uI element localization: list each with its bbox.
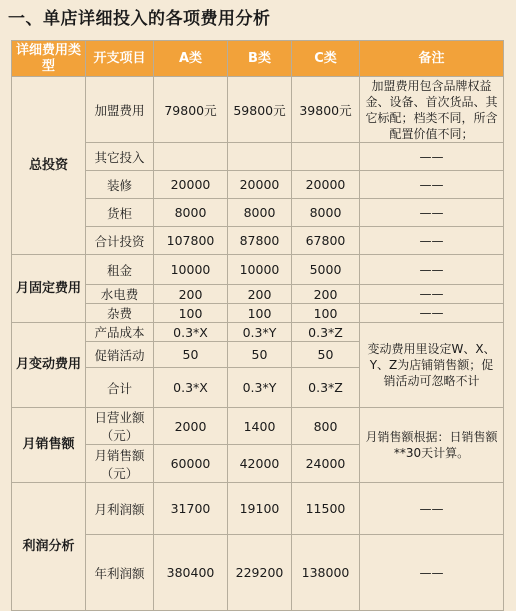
- item-cell: 装修: [86, 171, 154, 199]
- header-a: A类: [154, 41, 228, 77]
- note-cell: ——: [360, 143, 504, 171]
- value-a: 200: [154, 285, 228, 304]
- value-a: 50: [154, 342, 228, 368]
- value-c: 200: [292, 285, 360, 304]
- value-c: 67800: [292, 227, 360, 255]
- header-item: 开支项目: [86, 41, 154, 77]
- note-cell: ——: [360, 304, 504, 323]
- note-cell: ——: [360, 171, 504, 199]
- value-c: 100: [292, 304, 360, 323]
- value-b: 59800元: [228, 77, 292, 143]
- table-row: [12, 408, 504, 445]
- item-cell: 年利润额: [86, 535, 154, 611]
- cost-analysis-table: [11, 40, 504, 611]
- value-a: 107800: [154, 227, 228, 255]
- item-cell: 促销活动: [86, 342, 154, 368]
- note-cell: 加盟费用包含品牌权益金、设备、首次货品、其它标配；档类不同，所含配置价值不同；: [360, 77, 504, 143]
- value-c: 11500: [292, 483, 360, 535]
- value-a: 0.3*X: [154, 323, 228, 342]
- table-row: [12, 227, 504, 255]
- category-monthly-sales: 月销售额: [12, 408, 86, 483]
- table-row: [12, 171, 504, 199]
- value-a: 8000: [154, 199, 228, 227]
- value-c: 50: [292, 342, 360, 368]
- value-a: 2000: [154, 408, 228, 445]
- item-cell: 加盟费用: [86, 77, 154, 143]
- value-c: 800: [292, 408, 360, 445]
- note-cell: ——: [360, 199, 504, 227]
- value-b: 10000: [228, 255, 292, 285]
- value-b: 8000: [228, 199, 292, 227]
- value-c: 20000: [292, 171, 360, 199]
- table-row: [12, 77, 504, 143]
- item-cell: 合计投资: [86, 227, 154, 255]
- category-total-investment: 总投资: [12, 77, 86, 255]
- table-row: [12, 143, 504, 171]
- note-cell: ——: [360, 535, 504, 611]
- page-title: 一、单店详细投入的各项费用分析: [8, 9, 271, 29]
- value-b: 19100: [228, 483, 292, 535]
- header-b: B类: [228, 41, 292, 77]
- value-a: 20000: [154, 171, 228, 199]
- header-category: 详细费用类型: [12, 41, 86, 77]
- value-b: 100: [228, 304, 292, 323]
- value-c: [292, 143, 360, 171]
- item-cell: 产品成本: [86, 323, 154, 342]
- item-cell: 日营业额（元）: [86, 408, 154, 445]
- category-monthly-fixed: 月固定费用: [12, 255, 86, 323]
- value-b: 0.3*Y: [228, 368, 292, 408]
- item-cell: 其它投入: [86, 143, 154, 171]
- value-b: 42000: [228, 445, 292, 483]
- table-row: [12, 535, 504, 611]
- note-monthly-sales: 月销售额根据：日销售额**30天计算。: [360, 408, 504, 483]
- value-c: 0.3*Z: [292, 368, 360, 408]
- category-monthly-variable: 月变动费用: [12, 323, 86, 408]
- value-b: 0.3*Y: [228, 323, 292, 342]
- value-b: [228, 143, 292, 171]
- header-c: C类: [292, 41, 360, 77]
- value-c: 0.3*Z: [292, 323, 360, 342]
- table-row: [12, 304, 504, 323]
- header-note: 备注: [360, 41, 504, 77]
- value-a: 0.3*X: [154, 368, 228, 408]
- value-a: 10000: [154, 255, 228, 285]
- value-a: [154, 143, 228, 171]
- item-cell: 月利润额: [86, 483, 154, 535]
- value-b: 50: [228, 342, 292, 368]
- value-b: 1400: [228, 408, 292, 445]
- value-a: 79800元: [154, 77, 228, 143]
- value-a: 31700: [154, 483, 228, 535]
- value-a: 100: [154, 304, 228, 323]
- value-c: 138000: [292, 535, 360, 611]
- item-cell: 合计: [86, 368, 154, 408]
- category-profit-analysis: 利润分析: [12, 483, 86, 611]
- value-c: 39800元: [292, 77, 360, 143]
- header-row: [12, 41, 504, 77]
- item-cell: 杂费: [86, 304, 154, 323]
- table-row: [12, 255, 504, 285]
- note-cell: ——: [360, 255, 504, 285]
- value-b: 200: [228, 285, 292, 304]
- note-cell: ——: [360, 227, 504, 255]
- value-a: 60000: [154, 445, 228, 483]
- note-cell: ——: [360, 285, 504, 304]
- value-b: 20000: [228, 171, 292, 199]
- note-cell: ——: [360, 483, 504, 535]
- item-cell: 水电费: [86, 285, 154, 304]
- value-a: 380400: [154, 535, 228, 611]
- item-cell: 货柜: [86, 199, 154, 227]
- value-c: 24000: [292, 445, 360, 483]
- table-row: [12, 323, 504, 342]
- item-cell: 租金: [86, 255, 154, 285]
- table-row: [12, 199, 504, 227]
- value-c: 8000: [292, 199, 360, 227]
- item-cell: 月销售额（元）: [86, 445, 154, 483]
- value-b: 229200: [228, 535, 292, 611]
- value-b: 87800: [228, 227, 292, 255]
- value-c: 5000: [292, 255, 360, 285]
- table-row: [12, 285, 504, 304]
- note-variable-cost: 变动费用里设定W、X、Y、Z为店铺销售额；促销活动可忽略不计: [360, 323, 504, 408]
- table-row: [12, 483, 504, 535]
